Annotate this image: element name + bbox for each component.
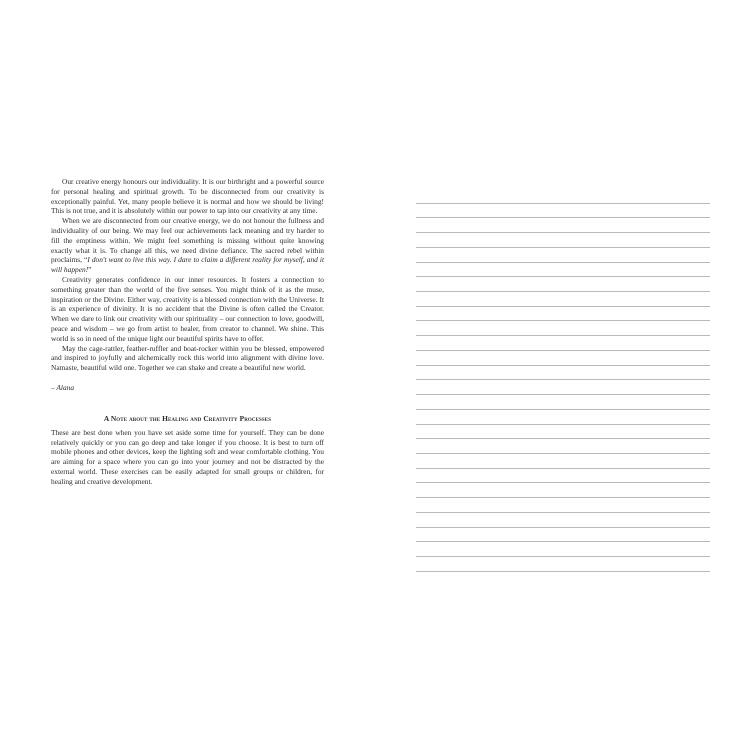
ruled-line	[416, 557, 710, 572]
ruled-line	[416, 277, 710, 292]
ruled-line	[416, 218, 710, 233]
ruled-line	[416, 410, 710, 425]
paragraph-2-close: ”	[88, 265, 92, 275]
section-body	[51, 428, 324, 487]
left-page	[51, 177, 324, 487]
ruled-line	[416, 366, 710, 381]
paragraph-2-text: When we are disconnected from our creative energy, we do not honour the fullness and individuality of our being. We may feel our achievements lack meaning and try harder to fill the emptiness within. We might feel something is missing without quite knowing exactly what it is. To change all this, we need divine defiance. The sacred rebel within proclaims, “	[51, 216, 324, 265]
ruled-line	[416, 189, 710, 204]
ruled-line	[416, 351, 710, 366]
ruled-line	[416, 498, 710, 513]
paragraph-4: May the cage-rattler, feather-ruffler and boat-rocker within you be blessed, empowered and inspired to joyfully and alchemically rock this world into alignment with divine love. Namaste, beautiful wild one. Together we can shake and create a beautiful new world.	[51, 343, 324, 373]
paragraph-3: Creativity generates confidence in our inner resources. It fosters a connection to something greater than the world of the five senses. You might think of it as the muse, inspiration or the Divine. Either way, creativity is a blessed connection with the Universe. It is an experience of divinity. It is no accident that the Divine is often called the Creator. When we dare to link our creativity with our spirituality – our connection to love, goodwill, peace and wisdom – we go from artist to healer, from creator to channel. We shine. This world is so in need of the unique light our beautiful spirits have to offer.	[51, 274, 324, 343]
rebel-quote: I don't want to live this way. I dare to claim a different reality for myself, and it will happen!	[51, 255, 324, 275]
ruled-line	[416, 439, 710, 454]
ruled-line	[416, 263, 710, 278]
ruled-line	[416, 483, 710, 498]
ruled-line	[416, 469, 710, 484]
paragraph-1: Our creative energy honours our individuality. It is our birthright and a powerful source for personal healing and spiritual growth. To be disconnected from our creativity is exceptionally painful. Yet, many people believe it is normal and how we should be living! This is not true, and it is absolutely within our power to tap into our creativity at any time.	[51, 177, 324, 216]
ruled-line	[416, 425, 710, 440]
ruled-line	[416, 204, 710, 219]
paragraph-2	[51, 216, 324, 275]
author-signature: – Alana	[51, 382, 75, 392]
ruled-line	[416, 336, 710, 351]
ruled-line	[416, 454, 710, 469]
ruled-line	[416, 321, 710, 336]
ruled-line	[416, 380, 710, 395]
ruled-line	[416, 542, 710, 557]
section-heading: A Note about the Healing and Creativity Processes	[103, 413, 272, 423]
ruled-line	[416, 233, 710, 248]
ruled-line	[416, 292, 710, 307]
intro-text	[51, 177, 324, 373]
ruled-line	[416, 248, 710, 263]
section-paragraph: These are best done when you have set aside some time for yourself. They can be done relatively quickly or you can go deep and take longer if you choose. It is best to turn off mobile phones and other devices, keep the lighting soft and wear comfortable clothing. You are aiming for a space where you can go into your journey and not be distracted by the external world. These exercises can be easily adapted for small groups or children, for healing and creative development.	[51, 427, 324, 486]
right-page-ruled-lines	[416, 189, 710, 572]
ruled-line	[416, 395, 710, 410]
ruled-line	[416, 307, 710, 322]
ruled-line	[416, 513, 710, 528]
ruled-line	[416, 528, 710, 543]
